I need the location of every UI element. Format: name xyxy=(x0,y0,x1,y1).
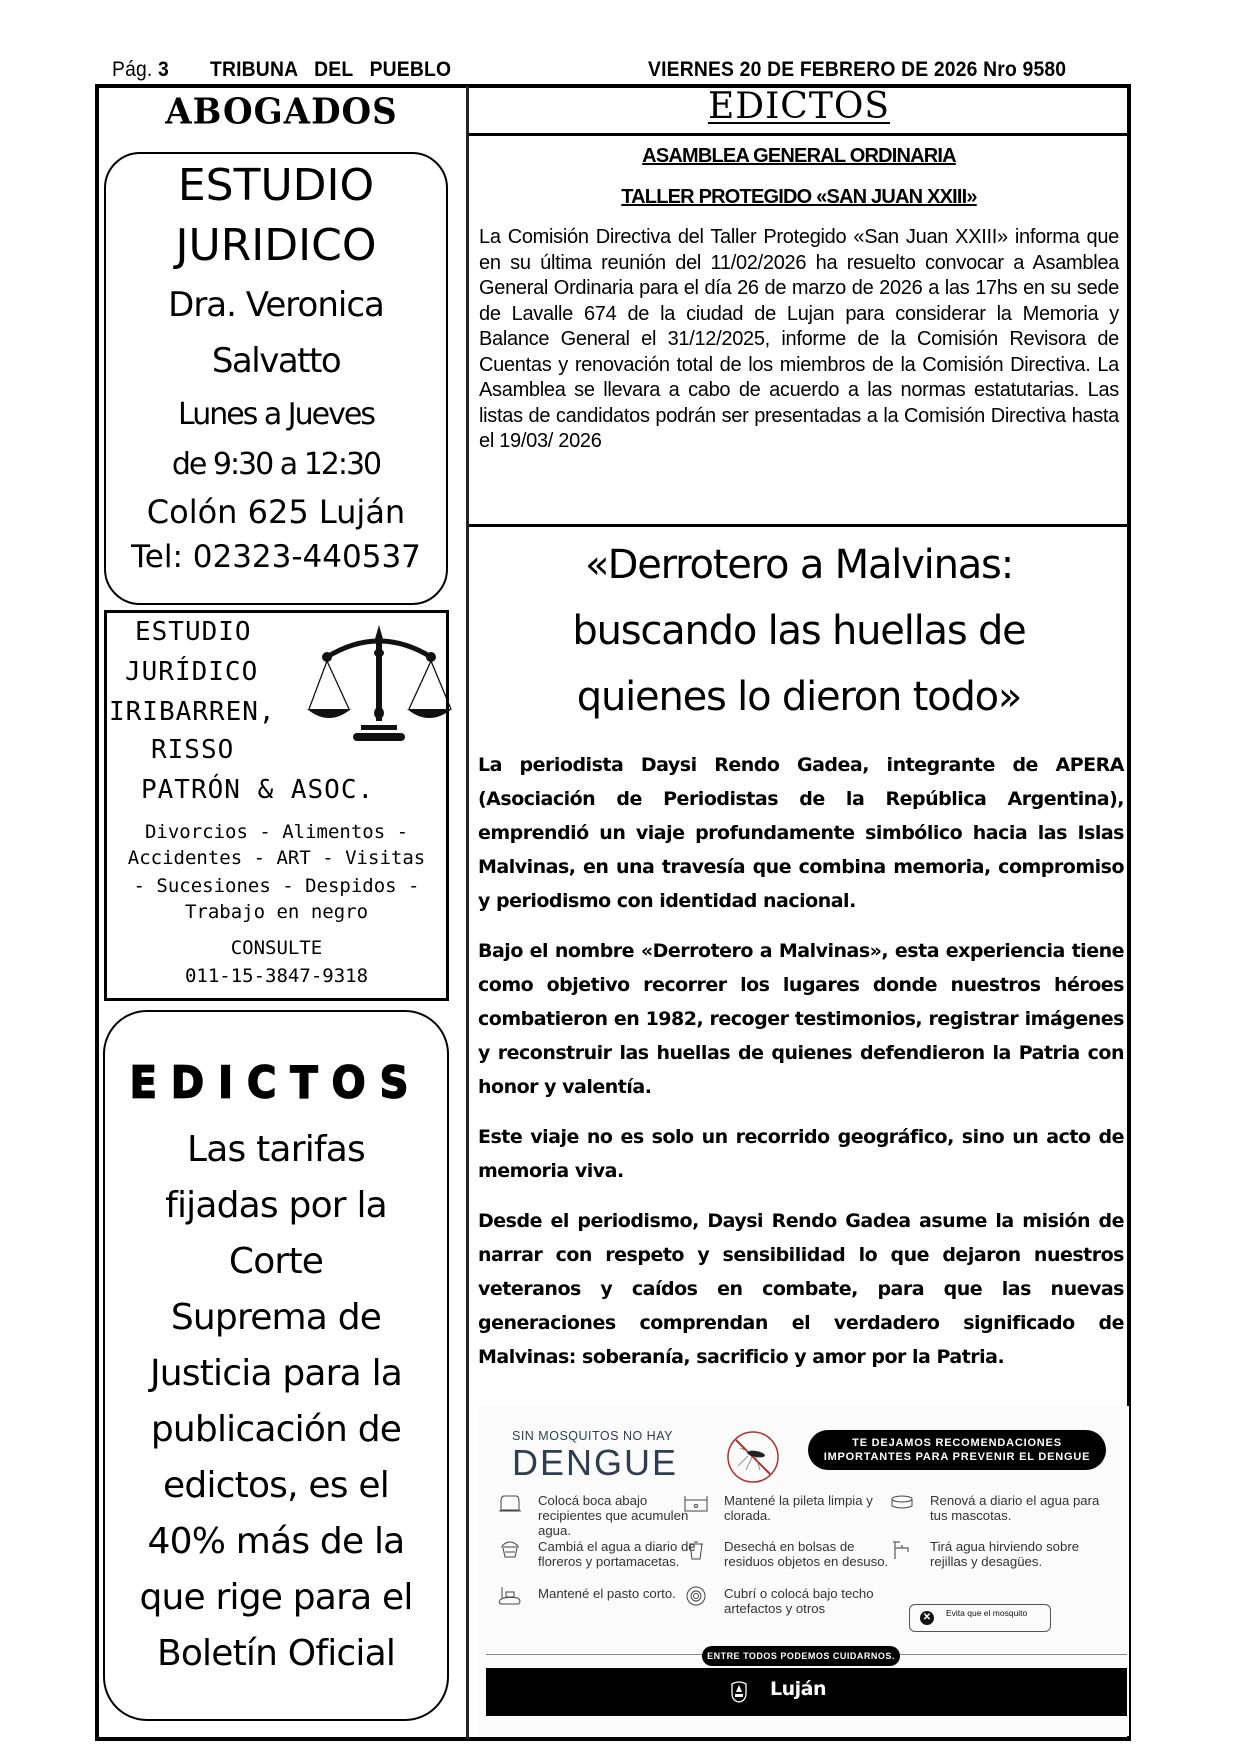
ad-text-line: 40% más de la xyxy=(147,1521,405,1562)
page-number: 3 xyxy=(158,58,169,81)
faucet-icon xyxy=(890,1540,914,1560)
ad-cta: CONSULTE xyxy=(230,937,323,959)
tip-text: Tirá agua hirviendo sobre rejillas y desagües. xyxy=(930,1539,1080,1569)
pool-icon xyxy=(684,1494,708,1514)
pet-bowl-icon xyxy=(890,1494,914,1514)
tip-text: Cubrí o colocá bajo techo artefactos y otros xyxy=(724,1586,874,1616)
ad-footer-band xyxy=(486,1668,1127,1716)
banner-line: TE DEJAMOS RECOMENDACIONES xyxy=(852,1437,1062,1449)
lujan-crest-icon xyxy=(730,1681,748,1703)
ad-edictos-text xyxy=(105,1122,447,1682)
section-title-edictos: EDICTOS xyxy=(707,86,891,127)
tip-text: Cambiá el agua a diario de floreros y portamacetas. xyxy=(538,1539,696,1569)
paper-name: TRIBUNA DEL PUEBLO xyxy=(210,58,452,81)
section-title-abogados: ABOGADOS xyxy=(165,91,398,133)
ad-title-line: PATRÓN & ASOC. xyxy=(141,775,375,805)
no-mosquito-icon xyxy=(726,1430,780,1484)
ad-title-line: IRIBARREN, xyxy=(109,697,276,727)
ad-line: Lunes a Jueves xyxy=(178,397,374,432)
issue-date: VIERNES 20 DE FEBRERO DE 2026 Nro 9580 xyxy=(648,58,1067,81)
article-paragraph: La periodista Daysi Rendo Gadea, integrante de APERA (Asociación de Periodistas de la República Argentina), emprendió un viaje profundamente simbólico hacia las Islas Malvinas, en una travesía que combina memoria, compromiso y periodismo con identidad nacional. xyxy=(478,754,1124,912)
ad-line: Colón 625 Luján xyxy=(146,493,406,531)
article-paragraph: Este viaje no es solo un recorrido geográfico, sino un acto de memoria viva. xyxy=(478,1126,1124,1182)
masthead-page xyxy=(112,58,169,82)
ad-line: de 9:30 a 12:30 xyxy=(171,447,381,482)
ad-phone: Tel: 02323-440537 xyxy=(131,539,421,575)
article-body xyxy=(478,748,1124,1390)
notice-subtitle: TALLER PROTEGIDO «SAN JUAN XXIII» xyxy=(621,186,977,208)
ad-text-line: Suprema de xyxy=(170,1297,382,1338)
tip-text: Desechá en bolsas de residuos objetos en desuso. xyxy=(724,1539,889,1569)
ad-headline: DENGUE xyxy=(512,1442,679,1483)
ad-services-line: Trabajo en negro xyxy=(184,901,369,923)
flower-pot-icon xyxy=(498,1540,522,1560)
ad-text-line: Justicia para la xyxy=(149,1353,403,1394)
ad-text-line: que rige para el xyxy=(139,1577,413,1618)
ad-estudio-juridico-salvatto xyxy=(104,152,448,605)
ad-banner xyxy=(808,1430,1106,1470)
tip-text: Renová a diario el agua para tus mascotas. xyxy=(930,1493,1100,1523)
tire-icon xyxy=(684,1586,708,1606)
ad-text-line: fijadas por la xyxy=(165,1185,387,1226)
ad-line: Dra. Veronica xyxy=(168,285,384,325)
notice-body: La Comisión Directiva del Taller Protegido «San Juan XXIII» informa que en su última reunión del 11/02/2026 ha resuelto convocar a Asamblea General Ordinaria para el día 26 de marzo de 2026 a las 17hs en su sede de Lavalle 674 de la ciudad de Lujan para considerar la Memoria y Balance General el 31/12/2025, informe de la Comisión Revisora de Cuentas y renovación total de los miembros de la Comisión Directiva. La Asamblea se llevara a cabo de acuerdo a las normas estatutarias. Las listas de candidatos podrán ser presentadas a la Comisión Directiva hasta el 19/03/ 2026 xyxy=(479,226,1119,452)
article-paragraph: Bajo el nombre «Derrotero a Malvinas», esta experiencia tiene como objetivo recorrer los lugares donde nuestros héroes combatieron en 1982, recoger testimonios, registrar imágenes y reconstruir las huellas de quienes defendieron la Patria con honor y valentía. xyxy=(478,940,1124,1098)
headline-line: buscando las huellas de xyxy=(572,608,1026,654)
trash-bin-icon xyxy=(684,1540,708,1560)
tip-text: Mantené la pileta limpia y clorada. xyxy=(724,1493,873,1523)
brand-name: Luján xyxy=(770,1678,826,1700)
evita-mosquito-badge xyxy=(909,1604,1051,1632)
page-label: Pág. xyxy=(112,58,153,81)
dengue-prevention-ad xyxy=(478,1406,1129,1736)
ad-text-line: Boletín Oficial xyxy=(156,1633,396,1674)
scales-of-justice-icon xyxy=(307,623,452,748)
ad-text-line: Las tarifas xyxy=(187,1129,365,1170)
ad-phone: 011-15-3847-9318 xyxy=(184,965,369,987)
x-circle-icon: ✕ xyxy=(920,1611,934,1625)
ad-slogan: ENTRE TODOS PODEMOS CUIDARNOS. xyxy=(702,1646,900,1666)
ad-text-line: Corte xyxy=(228,1241,324,1282)
bucket-upside-down-icon xyxy=(498,1494,522,1514)
ad-edictos-tarifas xyxy=(103,1010,449,1721)
ad-text-line: edictos, es el xyxy=(163,1465,389,1506)
banner-line: IMPORTANTES PARA PREVENIR EL DENGUE xyxy=(823,1451,1091,1463)
ad-line: JURIDICO xyxy=(175,220,377,271)
ad-line: Salvatto xyxy=(211,341,341,381)
ad-title-line: RISSO xyxy=(151,735,235,765)
tip-text: Mantené el pasto corto. xyxy=(538,1586,676,1601)
ad-services-line: Divorcios - Alimentos - xyxy=(144,821,409,843)
ad-title-line: JURÍDICO xyxy=(125,657,259,687)
headline-line: quienes lo dieron todo» xyxy=(576,674,1022,720)
ad-edictos-title: EDICTOS xyxy=(129,1057,423,1109)
article-headline xyxy=(469,532,1129,730)
legal-notice xyxy=(469,137,1129,527)
ad-kicker: SIN MOSQUITOS NO HAY xyxy=(512,1429,673,1443)
ad-text-line: publicación de xyxy=(150,1409,402,1450)
lawn-mower-icon xyxy=(498,1586,522,1606)
ad-title-line: ESTUDIO xyxy=(135,617,252,647)
headline-line: «Derrotero a Malvinas: xyxy=(585,542,1013,588)
badge-text: Evita que el mosquito xyxy=(946,1608,1028,1618)
ad-line: ESTUDIO xyxy=(177,160,375,211)
notice-title: ASAMBLEA GENERAL ORDINARIA xyxy=(642,145,956,167)
section-header-edictos xyxy=(469,86,1129,136)
tip-text: Colocá boca abajo recipientes que acumulen agua. xyxy=(538,1493,689,1538)
article-paragraph: Desde el periodismo, Daysi Rendo Gadea asume la misión de narrar con respeto y sensibilidad lo que dejaron nuestros veteranos y caídos en combate, para que las nuevas generaciones comprendan el verdadero significado de Malvinas: soberanía, sacrificio y amor por la Patria. xyxy=(478,1210,1124,1368)
ad-services-line: - Sucesiones - Despidos - xyxy=(133,875,420,897)
ad-services-line: Accidentes - ART - Visitas xyxy=(127,847,426,869)
ad-estudio-iribarren xyxy=(104,610,449,1001)
